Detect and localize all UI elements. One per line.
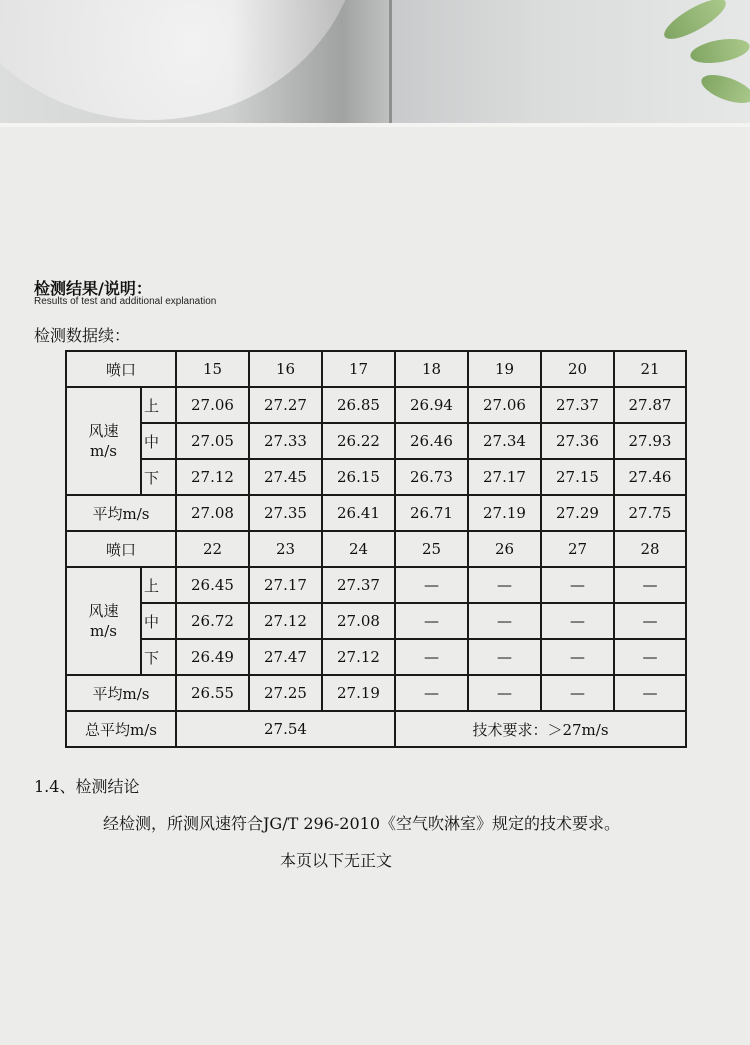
average-value: 27.29	[541, 495, 614, 531]
nozzle-number: 16	[249, 351, 322, 387]
nozzle-number: 26	[468, 531, 541, 567]
wind-speed-row	[66, 603, 686, 639]
nozzle-label: 喷口	[66, 531, 176, 567]
average-value: 26.41	[322, 495, 395, 531]
wind-speed-value: 27.37	[322, 567, 395, 603]
wind-speed-value: —	[541, 603, 614, 639]
wind-speed-row	[66, 423, 686, 459]
nozzle-number: 15	[176, 351, 249, 387]
nozzle-number: 19	[468, 351, 541, 387]
average-value: 27.19	[468, 495, 541, 531]
wind-speed-value: 27.34	[468, 423, 541, 459]
average-value: 27.25	[249, 675, 322, 711]
wind-speed-value: 26.73	[395, 459, 468, 495]
position-label: 中	[141, 603, 176, 639]
wind-speed-value: —	[395, 639, 468, 675]
average-row	[66, 495, 686, 531]
wind-speed-value: —	[614, 567, 686, 603]
wind-speed-value: 27.46	[614, 459, 686, 495]
conclusion-title: 1.4、检测结论	[34, 777, 140, 796]
wind-speed-unit: m/s	[90, 622, 117, 640]
wind-speed-value: —	[395, 603, 468, 639]
wind-speed-value: —	[395, 567, 468, 603]
wind-speed-value: —	[541, 639, 614, 675]
nozzle-number: 24	[322, 531, 395, 567]
wind-speed-value: 26.72	[176, 603, 249, 639]
wind-speed-value: 27.08	[322, 603, 395, 639]
wind-speed-value: 27.15	[541, 459, 614, 495]
wind-speed-value: —	[541, 567, 614, 603]
conclusion-text: 经检测，所测风速符合JG/T 296-2010《空气吹淋室》规定的技术要求。	[103, 814, 621, 833]
wind-speed-value: 27.47	[249, 639, 322, 675]
nozzle-number: 17	[322, 351, 395, 387]
wind-speed-row	[66, 567, 686, 603]
wind-speed-row	[66, 387, 686, 423]
wind-speed-value: 27.17	[249, 567, 322, 603]
wind-speed-value: 26.45	[176, 567, 249, 603]
total-average-label: 总平均m/s	[66, 711, 176, 747]
average-value: 26.55	[176, 675, 249, 711]
technical-requirement: 技术要求：＞27m/s	[395, 711, 686, 747]
nozzle-number: 20	[541, 351, 614, 387]
wind-speed-value: —	[468, 639, 541, 675]
data-continued-label: 检测数据续：	[34, 326, 131, 345]
photo-bottom-border	[0, 123, 750, 127]
wind-speed-value: 27.37	[541, 387, 614, 423]
wind-speed-value: 26.15	[322, 459, 395, 495]
total-average-value: 27.54	[176, 711, 395, 747]
wind-speed-value: 27.17	[468, 459, 541, 495]
nozzle-number: 22	[176, 531, 249, 567]
end-of-page-note: 本页以下无正文	[280, 851, 393, 870]
wind-speed-value: 27.36	[541, 423, 614, 459]
average-label: 平均m/s	[66, 675, 176, 711]
wind-speed-value: 26.22	[322, 423, 395, 459]
average-value: —	[468, 675, 541, 711]
average-value: 27.08	[176, 495, 249, 531]
average-value: —	[395, 675, 468, 711]
nozzle-header-row	[66, 351, 686, 387]
wind-speed-value: —	[468, 603, 541, 639]
average-value: —	[614, 675, 686, 711]
average-label: 平均m/s	[66, 495, 176, 531]
wind-speed-value: 26.85	[322, 387, 395, 423]
average-value: 26.71	[395, 495, 468, 531]
average-value: 27.19	[322, 675, 395, 711]
position-label: 中	[141, 423, 176, 459]
wind-speed-table	[65, 350, 687, 748]
position-label: 下	[141, 639, 176, 675]
wind-speed-value: 27.93	[614, 423, 686, 459]
wind-speed-value: —	[614, 603, 686, 639]
nozzle-number: 18	[395, 351, 468, 387]
photo-shadow	[230, 0, 390, 127]
total-average-row	[66, 711, 686, 747]
average-row	[66, 675, 686, 711]
wind-speed-label	[66, 567, 141, 675]
wind-speed-row	[66, 459, 686, 495]
wind-speed-unit: m/s	[90, 442, 117, 460]
average-value: —	[541, 675, 614, 711]
wind-speed-value: 26.94	[395, 387, 468, 423]
wind-speed-value: 27.06	[176, 387, 249, 423]
section-subheading: Results of test and additional explanation	[34, 296, 217, 307]
position-label: 上	[141, 387, 176, 423]
wind-speed-value: 27.06	[468, 387, 541, 423]
wind-speed-value: —	[614, 639, 686, 675]
wind-speed-label-text: 风速	[88, 602, 119, 620]
wind-speed-value: 26.49	[176, 639, 249, 675]
nozzle-number: 28	[614, 531, 686, 567]
wind-speed-value: 27.45	[249, 459, 322, 495]
wind-speed-value: 26.46	[395, 423, 468, 459]
position-label: 上	[141, 567, 176, 603]
wind-speed-value: 27.87	[614, 387, 686, 423]
wind-speed-value: —	[468, 567, 541, 603]
average-value: 27.75	[614, 495, 686, 531]
wind-speed-value: 27.12	[249, 603, 322, 639]
nozzle-number: 23	[249, 531, 322, 567]
nozzle-header-row	[66, 531, 686, 567]
section-heading: 检测结果/说明：	[34, 279, 152, 298]
header-photo	[0, 0, 750, 127]
wind-speed-value: 27.12	[176, 459, 249, 495]
wind-speed-label-text: 风速	[88, 422, 119, 440]
wind-speed-value: 27.12	[322, 639, 395, 675]
average-value: 27.35	[249, 495, 322, 531]
wind-speed-value: 27.05	[176, 423, 249, 459]
nozzle-number: 21	[614, 351, 686, 387]
nozzle-number: 25	[395, 531, 468, 567]
wind-speed-row	[66, 639, 686, 675]
position-label: 下	[141, 459, 176, 495]
wind-speed-value: 27.27	[249, 387, 322, 423]
nozzle-number: 27	[541, 531, 614, 567]
wind-speed-label	[66, 387, 141, 495]
photo-door-edge	[389, 0, 392, 127]
wind-speed-value: 27.33	[249, 423, 322, 459]
nozzle-label: 喷口	[66, 351, 176, 387]
